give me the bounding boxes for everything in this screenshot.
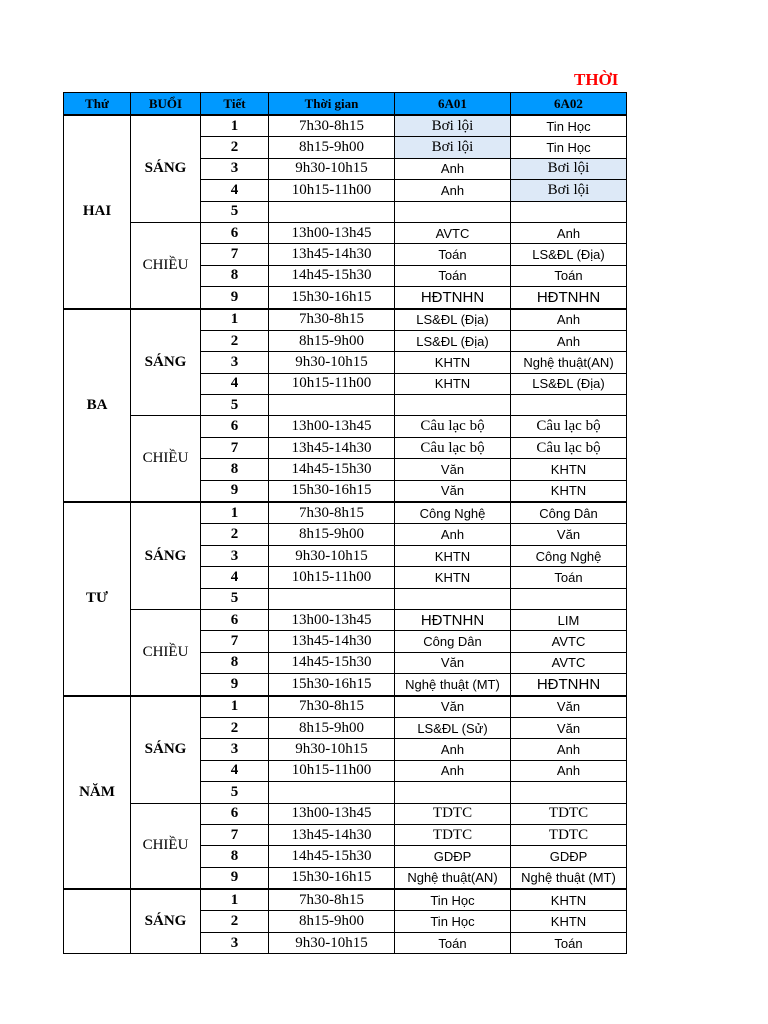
subject-cell-6a01: Nghệ thuật(AN) xyxy=(395,867,511,889)
session-morning: SÁNG xyxy=(131,309,201,416)
subject-cell-6a02: Văn xyxy=(511,717,627,738)
time-slot: 9h30-10h15 xyxy=(269,158,395,179)
time-slot: 14h45-15h30 xyxy=(269,459,395,480)
session-afternoon: CHIỀU xyxy=(131,222,201,308)
page-title: THỜI xyxy=(574,70,619,89)
time-slot xyxy=(269,395,395,416)
time-slot: 8h15-9h00 xyxy=(269,911,395,932)
header-session: BUỔI xyxy=(131,93,201,116)
subject-cell-6a01: Tin Học xyxy=(395,889,511,911)
subject-cell-6a01: Bơi lội xyxy=(395,137,511,158)
subject-cell-6a02: TDTC xyxy=(511,824,627,845)
subject-cell-6a02: LS&ĐL (Địa) xyxy=(511,244,627,265)
period-number: 5 xyxy=(201,395,269,416)
subject-cell-6a02: Anh xyxy=(511,222,627,243)
subject-cell-6a01: HĐTNHN xyxy=(395,287,511,309)
table-row xyxy=(64,115,627,137)
period-number: 4 xyxy=(201,180,269,201)
table-row xyxy=(64,696,627,718)
period-number: 8 xyxy=(201,459,269,480)
subject-cell-6a01: Toán xyxy=(395,265,511,286)
period-number: 9 xyxy=(201,480,269,502)
session-morning: SÁNG xyxy=(131,502,201,609)
period-number: 2 xyxy=(201,717,269,738)
subject-cell-6a02: Tin Học xyxy=(511,137,627,158)
period-number: 8 xyxy=(201,846,269,867)
subject-cell-6a01: AVTC xyxy=(395,222,511,243)
subject-cell-6a01 xyxy=(395,201,511,222)
subject-cell-6a01 xyxy=(395,782,511,803)
time-slot: 7h30-8h15 xyxy=(269,696,395,718)
session-morning: SÁNG xyxy=(131,696,201,803)
time-slot xyxy=(269,588,395,609)
period-number: 7 xyxy=(201,437,269,458)
day-cell: BA xyxy=(64,309,131,503)
period-number: 1 xyxy=(201,889,269,911)
subject-cell-6a02: KHTN xyxy=(511,889,627,911)
period-number: 7 xyxy=(201,824,269,845)
period-number: 4 xyxy=(201,760,269,781)
time-slot: 10h15-11h00 xyxy=(269,373,395,394)
subject-cell-6a01: KHTN xyxy=(395,352,511,373)
period-number: 6 xyxy=(201,609,269,630)
time-slot: 8h15-9h00 xyxy=(269,330,395,351)
subject-cell-6a02: Anh xyxy=(511,760,627,781)
subject-cell-6a02: KHTN xyxy=(511,459,627,480)
period-number: 6 xyxy=(201,416,269,437)
day-cell: NĂM xyxy=(64,696,131,890)
period-number: 8 xyxy=(201,265,269,286)
subject-cell-6a02: LIM xyxy=(511,609,627,630)
time-slot: 15h30-16h15 xyxy=(269,867,395,889)
day-cell: TƯ xyxy=(64,502,131,696)
period-number: 2 xyxy=(201,137,269,158)
time-slot: 8h15-9h00 xyxy=(269,524,395,545)
subject-cell-6a01: Nghệ thuật (MT) xyxy=(395,674,511,696)
period-number: 1 xyxy=(201,309,269,331)
period-number: 3 xyxy=(201,545,269,566)
time-slot: 9h30-10h15 xyxy=(269,352,395,373)
time-slot: 7h30-8h15 xyxy=(269,502,395,524)
subject-cell-6a01: Văn xyxy=(395,480,511,502)
time-slot: 15h30-16h15 xyxy=(269,287,395,309)
day-cell xyxy=(64,889,131,954)
subject-cell-6a01: Anh xyxy=(395,180,511,201)
period-number: 7 xyxy=(201,244,269,265)
subject-cell-6a01: LS&ĐL (Địa) xyxy=(395,330,511,351)
subject-cell-6a02 xyxy=(511,201,627,222)
subject-cell-6a02: GDĐP xyxy=(511,846,627,867)
table-row xyxy=(64,609,627,630)
header-class-6a01: 6A01 xyxy=(395,93,511,116)
time-slot: 14h45-15h30 xyxy=(269,652,395,673)
period-number: 6 xyxy=(201,222,269,243)
period-number: 3 xyxy=(201,352,269,373)
subject-cell-6a01: TDTC xyxy=(395,803,511,824)
subject-cell-6a01 xyxy=(395,588,511,609)
subject-cell-6a02 xyxy=(511,782,627,803)
subject-cell-6a01: Anh xyxy=(395,739,511,760)
time-slot: 15h30-16h15 xyxy=(269,674,395,696)
subject-cell-6a01: Câu lạc bộ xyxy=(395,416,511,437)
session-morning: SÁNG xyxy=(131,115,201,222)
time-slot: 10h15-11h00 xyxy=(269,760,395,781)
subject-cell-6a01: Anh xyxy=(395,760,511,781)
subject-cell-6a01: Anh xyxy=(395,158,511,179)
subject-cell-6a01: Anh xyxy=(395,524,511,545)
subject-cell-6a01: Toán xyxy=(395,244,511,265)
time-slot: 13h45-14h30 xyxy=(269,824,395,845)
subject-cell-6a02: KHTN xyxy=(511,911,627,932)
period-number: 5 xyxy=(201,588,269,609)
time-slot: 14h45-15h30 xyxy=(269,265,395,286)
time-slot: 13h45-14h30 xyxy=(269,244,395,265)
subject-cell-6a01: Công Dân xyxy=(395,631,511,652)
period-number: 1 xyxy=(201,502,269,524)
time-slot: 7h30-8h15 xyxy=(269,889,395,911)
period-number: 2 xyxy=(201,330,269,351)
subject-cell-6a01: TDTC xyxy=(395,824,511,845)
period-number: 6 xyxy=(201,803,269,824)
period-number: 3 xyxy=(201,932,269,953)
time-slot: 8h15-9h00 xyxy=(269,137,395,158)
subject-cell-6a01: Văn xyxy=(395,696,511,718)
time-slot: 8h15-9h00 xyxy=(269,717,395,738)
table-row xyxy=(64,502,627,524)
period-number: 8 xyxy=(201,652,269,673)
session-afternoon: CHIỀU xyxy=(131,416,201,502)
subject-cell-6a02: Văn xyxy=(511,524,627,545)
subject-cell-6a02: HĐTNHN xyxy=(511,674,627,696)
time-slot xyxy=(269,201,395,222)
subject-cell-6a02: Tin Học xyxy=(511,115,627,137)
subject-cell-6a01: HĐTNHN xyxy=(395,609,511,630)
subject-cell-6a01: LS&ĐL (Địa) xyxy=(395,309,511,331)
period-number: 4 xyxy=(201,373,269,394)
subject-cell-6a02: Toán xyxy=(511,567,627,588)
time-slot: 10h15-11h00 xyxy=(269,180,395,201)
header-time: Thời gian xyxy=(269,93,395,116)
session-afternoon: CHIỀU xyxy=(131,803,201,889)
subject-cell-6a02: AVTC xyxy=(511,652,627,673)
subject-cell-6a02: Văn xyxy=(511,696,627,718)
timetable xyxy=(63,92,627,954)
period-number: 2 xyxy=(201,911,269,932)
period-number: 1 xyxy=(201,696,269,718)
subject-cell-6a01: KHTN xyxy=(395,567,511,588)
subject-cell-6a02: Bơi lội xyxy=(511,180,627,201)
subject-cell-6a02: Toán xyxy=(511,932,627,953)
subject-cell-6a02 xyxy=(511,395,627,416)
time-slot: 14h45-15h30 xyxy=(269,846,395,867)
subject-cell-6a01: Văn xyxy=(395,652,511,673)
subject-cell-6a02: Anh xyxy=(511,309,627,331)
time-slot: 9h30-10h15 xyxy=(269,739,395,760)
header-class-6a02: 6A02 xyxy=(511,93,627,116)
subject-cell-6a02: Anh xyxy=(511,330,627,351)
subject-cell-6a02: HĐTNHN xyxy=(511,287,627,309)
period-number: 1 xyxy=(201,115,269,137)
time-slot: 13h45-14h30 xyxy=(269,437,395,458)
subject-cell-6a01 xyxy=(395,395,511,416)
period-number: 5 xyxy=(201,782,269,803)
subject-cell-6a02: KHTN xyxy=(511,480,627,502)
table-row xyxy=(64,416,627,437)
time-slot: 7h30-8h15 xyxy=(269,115,395,137)
day-cell: HAI xyxy=(64,115,131,309)
period-number: 3 xyxy=(201,158,269,179)
time-slot: 13h45-14h30 xyxy=(269,631,395,652)
time-slot xyxy=(269,782,395,803)
time-slot: 13h00-13h45 xyxy=(269,416,395,437)
subject-cell-6a02: TDTC xyxy=(511,803,627,824)
subject-cell-6a02 xyxy=(511,588,627,609)
period-number: 9 xyxy=(201,287,269,309)
time-slot: 9h30-10h15 xyxy=(269,545,395,566)
subject-cell-6a02: Công Dân xyxy=(511,502,627,524)
table-row xyxy=(64,309,627,331)
session-morning: SÁNG xyxy=(131,889,201,954)
table-row xyxy=(64,803,627,824)
table-row xyxy=(64,222,627,243)
subject-cell-6a01: KHTN xyxy=(395,545,511,566)
subject-cell-6a02: Toán xyxy=(511,265,627,286)
subject-cell-6a01: Công Nghệ xyxy=(395,502,511,524)
subject-cell-6a01: LS&ĐL (Sử) xyxy=(395,717,511,738)
time-slot: 10h15-11h00 xyxy=(269,567,395,588)
subject-cell-6a01: Văn xyxy=(395,459,511,480)
subject-cell-6a01: Bơi lội xyxy=(395,115,511,137)
time-slot: 15h30-16h15 xyxy=(269,480,395,502)
subject-cell-6a02: Câu lạc bộ xyxy=(511,437,627,458)
subject-cell-6a02: Công Nghệ xyxy=(511,545,627,566)
header-day: Thứ xyxy=(64,93,131,116)
header-period: Tiết xyxy=(201,93,269,116)
subject-cell-6a01: GDĐP xyxy=(395,846,511,867)
subject-cell-6a01: Tin Học xyxy=(395,911,511,932)
subject-cell-6a02: Câu lạc bộ xyxy=(511,416,627,437)
period-number: 2 xyxy=(201,524,269,545)
period-number: 7 xyxy=(201,631,269,652)
subject-cell-6a01: Câu lạc bộ xyxy=(395,437,511,458)
period-number: 3 xyxy=(201,739,269,760)
timetable-body xyxy=(64,115,627,954)
subject-cell-6a02: AVTC xyxy=(511,631,627,652)
period-number: 5 xyxy=(201,201,269,222)
period-number: 9 xyxy=(201,674,269,696)
period-number: 9 xyxy=(201,867,269,889)
time-slot: 13h00-13h45 xyxy=(269,609,395,630)
subject-cell-6a01: Toán xyxy=(395,932,511,953)
session-afternoon: CHIỀU xyxy=(131,609,201,695)
table-row xyxy=(64,889,627,911)
period-number: 4 xyxy=(201,567,269,588)
time-slot: 7h30-8h15 xyxy=(269,309,395,331)
subject-cell-6a01: KHTN xyxy=(395,373,511,394)
subject-cell-6a02: LS&ĐL (Địa) xyxy=(511,373,627,394)
time-slot: 13h00-13h45 xyxy=(269,222,395,243)
subject-cell-6a02: Bơi lội xyxy=(511,158,627,179)
header-row xyxy=(64,93,627,116)
subject-cell-6a02: Nghệ thuật (MT) xyxy=(511,867,627,889)
time-slot: 9h30-10h15 xyxy=(269,932,395,953)
time-slot: 13h00-13h45 xyxy=(269,803,395,824)
subject-cell-6a02: Anh xyxy=(511,739,627,760)
subject-cell-6a02: Nghệ thuật(AN) xyxy=(511,352,627,373)
